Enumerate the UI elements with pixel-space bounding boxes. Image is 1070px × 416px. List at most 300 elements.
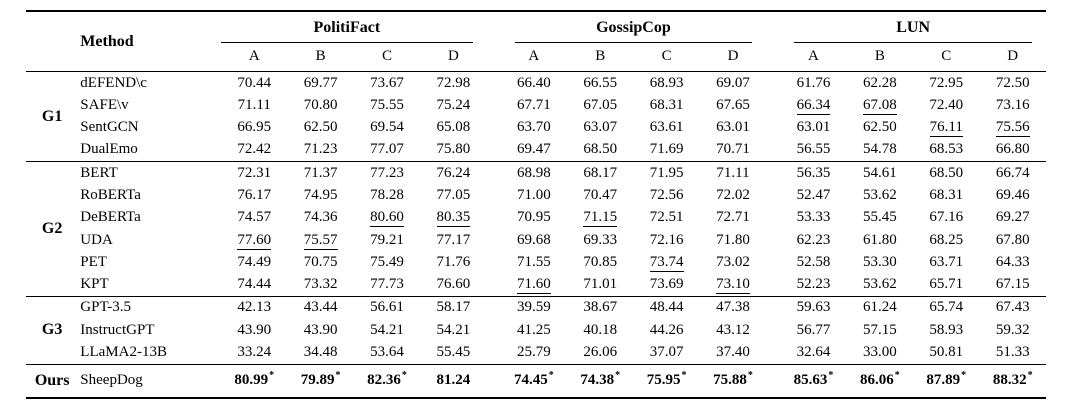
score-value: 74.44 xyxy=(237,276,272,293)
score-cell xyxy=(354,341,420,364)
col-header: B xyxy=(595,48,606,64)
score-cell xyxy=(766,207,846,229)
method-name: DeBERTa xyxy=(80,209,141,226)
score-cell xyxy=(700,251,766,273)
score-value: 72.51 xyxy=(649,209,684,226)
score-cell xyxy=(847,117,913,139)
score-cell xyxy=(287,94,353,116)
score-cell xyxy=(567,364,633,398)
score-cell xyxy=(487,184,567,206)
score-cell xyxy=(354,184,420,206)
score-value: 77.73 xyxy=(370,276,404,293)
score-value: 68.53 xyxy=(929,141,964,158)
score-cell xyxy=(287,274,353,297)
score-value: 68.50 xyxy=(929,164,964,181)
score-cell xyxy=(913,341,979,364)
score-value-second-best: 80.60 xyxy=(370,209,404,226)
score-value: 51.33 xyxy=(995,343,1030,360)
score-cell xyxy=(766,341,846,364)
table-row xyxy=(26,184,1046,206)
score-value: 57.15 xyxy=(862,321,897,338)
score-cell xyxy=(420,319,486,341)
table-row xyxy=(26,274,1046,297)
score-value: 40.18 xyxy=(583,321,618,338)
score-cell xyxy=(354,117,420,139)
score-value: 55.45 xyxy=(436,343,471,360)
score-cell xyxy=(207,296,287,319)
score-cell xyxy=(567,72,633,95)
score-cell xyxy=(567,341,633,364)
score-value: 59.63 xyxy=(796,299,831,316)
col-header: A xyxy=(248,48,260,64)
score-value: 74.36 xyxy=(303,209,338,226)
score-value: 80.99 xyxy=(234,372,269,389)
score-cell xyxy=(979,139,1046,162)
score-cell xyxy=(913,72,979,95)
score-value: 77.07 xyxy=(370,141,404,158)
score-value: 67.80 xyxy=(995,231,1030,248)
score-cell xyxy=(420,72,486,95)
score-value: 70.80 xyxy=(303,96,338,113)
score-value: 43.90 xyxy=(237,321,272,338)
score-cell xyxy=(979,184,1046,206)
score-value: 52.47 xyxy=(796,187,831,203)
group-label: G2 xyxy=(41,219,63,237)
score-value: 53.62 xyxy=(862,276,897,293)
score-cell xyxy=(766,296,846,319)
col-header: D xyxy=(727,48,739,64)
score-value: 68.93 xyxy=(649,74,684,91)
score-cell xyxy=(207,319,287,341)
score-cell xyxy=(700,207,766,229)
score-value: 76.60 xyxy=(436,276,471,293)
score-value: 56.35 xyxy=(796,164,831,181)
score-value: 79.89 xyxy=(300,372,335,389)
score-value: 37.07 xyxy=(649,343,684,360)
score-value: 70.71 xyxy=(716,141,750,158)
score-cell xyxy=(354,251,420,273)
table-row xyxy=(26,117,1046,139)
score-cell xyxy=(847,207,913,229)
score-cell xyxy=(354,162,420,185)
score-value: 43.90 xyxy=(303,321,338,338)
score-value: 71.80 xyxy=(716,231,750,248)
score-cell xyxy=(913,117,979,139)
significance-star: * xyxy=(681,370,687,382)
score-cell xyxy=(913,364,979,398)
score-value: 74.49 xyxy=(237,253,272,270)
score-value-second-best: 76.11 xyxy=(929,119,963,136)
score-value: 66.80 xyxy=(995,141,1030,158)
score-value: 61.76 xyxy=(796,74,831,91)
method-name: SAFE\v xyxy=(80,96,129,113)
score-value: 77.23 xyxy=(370,164,404,181)
score-cell xyxy=(766,229,846,251)
significance-star: * xyxy=(828,370,834,382)
score-cell xyxy=(847,229,913,251)
dataset-header-lun xyxy=(766,11,1046,43)
score-value: 66.95 xyxy=(237,119,272,136)
score-cell xyxy=(633,162,699,185)
table-header xyxy=(26,11,1046,72)
score-cell xyxy=(913,207,979,229)
score-cell xyxy=(979,251,1046,273)
score-cell xyxy=(487,94,567,116)
score-value: 53.62 xyxy=(862,187,897,203)
score-cell xyxy=(487,319,567,341)
score-cell xyxy=(287,229,353,251)
score-cell xyxy=(487,207,567,229)
col-header: A xyxy=(528,48,540,64)
table-row xyxy=(26,139,1046,162)
score-value: 63.07 xyxy=(583,119,618,136)
dataset-header-gossipcop xyxy=(487,11,767,43)
score-value: 71.95 xyxy=(649,164,684,181)
score-cell xyxy=(287,319,353,341)
score-cell xyxy=(287,364,353,398)
significance-star: * xyxy=(401,370,407,382)
score-value: 69.47 xyxy=(516,141,551,158)
score-value: 63.70 xyxy=(516,119,551,136)
score-cell xyxy=(847,274,913,297)
score-cell xyxy=(700,162,766,185)
score-cell xyxy=(700,94,766,116)
score-cell xyxy=(766,117,846,139)
score-value-second-best: 66.34 xyxy=(796,96,831,113)
score-value: 69.46 xyxy=(995,187,1030,203)
score-cell xyxy=(287,139,353,162)
method-name: KPT xyxy=(80,276,109,293)
score-value: 53.64 xyxy=(370,343,404,360)
col-header: B xyxy=(874,48,885,64)
score-value-second-best: 71.15 xyxy=(583,209,618,226)
score-value: 74.38 xyxy=(580,372,615,389)
method-name: InstructGPT xyxy=(80,321,155,338)
score-value: 72.50 xyxy=(995,74,1030,91)
score-value: 38.67 xyxy=(583,299,618,316)
group-label: Ours xyxy=(34,371,70,389)
score-cell xyxy=(633,274,699,297)
score-value: 74.45 xyxy=(513,372,548,389)
score-value: 58.17 xyxy=(436,299,471,316)
score-value: 26.06 xyxy=(583,343,618,360)
score-value: 53.30 xyxy=(862,253,897,270)
score-cell xyxy=(207,274,287,297)
score-cell xyxy=(633,341,699,364)
score-value: 73.32 xyxy=(303,276,338,293)
score-value: 65.08 xyxy=(436,119,471,136)
score-value: 77.17 xyxy=(436,231,471,248)
score-value: 41.25 xyxy=(516,321,551,338)
score-cell xyxy=(700,184,766,206)
dataset-name: GossipCop xyxy=(515,19,753,43)
score-value: 44.26 xyxy=(649,321,684,338)
score-value-second-best: 75.56 xyxy=(995,119,1030,136)
score-cell xyxy=(420,184,486,206)
score-cell xyxy=(207,72,287,95)
score-cell xyxy=(567,296,633,319)
score-value: 63.71 xyxy=(929,253,964,270)
score-cell xyxy=(847,94,913,116)
table-row xyxy=(26,364,1046,398)
score-cell xyxy=(847,72,913,95)
method-group-g1 xyxy=(26,72,1046,162)
score-value: 68.98 xyxy=(516,164,551,181)
score-value: 71.55 xyxy=(516,253,551,270)
score-cell xyxy=(979,364,1046,398)
score-cell xyxy=(633,184,699,206)
score-value: 68.31 xyxy=(929,187,964,203)
score-value: 69.77 xyxy=(303,74,338,91)
score-cell xyxy=(420,139,486,162)
score-value: 77.05 xyxy=(436,187,471,203)
score-cell xyxy=(287,207,353,229)
score-cell xyxy=(354,274,420,297)
score-value: 72.71 xyxy=(716,209,750,226)
method-name: dEFEND\c xyxy=(80,74,147,91)
score-cell xyxy=(700,117,766,139)
score-value: 54.78 xyxy=(862,141,897,158)
score-cell xyxy=(913,184,979,206)
table-row xyxy=(26,341,1046,364)
dataset-header-politifact xyxy=(207,11,487,43)
table-row xyxy=(26,72,1046,95)
score-value: 59.32 xyxy=(995,321,1030,338)
group-label: G3 xyxy=(41,321,63,339)
score-cell xyxy=(207,251,287,273)
score-value: 70.44 xyxy=(237,74,272,91)
score-cell xyxy=(567,229,633,251)
score-cell xyxy=(913,94,979,116)
col-header: C xyxy=(941,48,952,64)
score-value: 43.12 xyxy=(716,321,750,338)
score-cell xyxy=(847,162,913,185)
score-value: 64.33 xyxy=(995,253,1030,270)
score-value: 71.01 xyxy=(583,276,618,293)
score-cell xyxy=(913,296,979,319)
score-cell xyxy=(979,72,1046,95)
score-value: 69.54 xyxy=(370,119,404,136)
score-value: 67.16 xyxy=(929,209,964,226)
score-cell xyxy=(979,341,1046,364)
score-value: 73.02 xyxy=(716,253,750,270)
score-value: 62.50 xyxy=(862,119,897,136)
significance-star: * xyxy=(961,370,967,382)
score-value: 62.23 xyxy=(796,231,831,248)
score-cell xyxy=(979,117,1046,139)
score-value: 63.01 xyxy=(796,119,831,136)
method-group-ours xyxy=(26,364,1046,398)
table-row xyxy=(26,229,1046,251)
score-cell xyxy=(979,296,1046,319)
score-cell xyxy=(287,341,353,364)
score-value: 32.64 xyxy=(796,343,831,360)
col-header: D xyxy=(448,48,459,64)
score-cell xyxy=(766,251,846,273)
score-cell xyxy=(567,319,633,341)
score-value: 34.48 xyxy=(303,343,338,360)
score-cell xyxy=(487,117,567,139)
score-value: 73.16 xyxy=(995,96,1030,113)
score-value: 67.71 xyxy=(516,96,551,113)
score-value: 70.47 xyxy=(583,187,618,203)
significance-star: * xyxy=(747,370,753,382)
score-cell xyxy=(487,72,567,95)
score-value: 63.61 xyxy=(649,119,684,136)
score-value: 66.74 xyxy=(995,164,1030,181)
score-cell xyxy=(207,364,287,398)
score-value: 71.76 xyxy=(436,253,471,270)
score-value: 53.33 xyxy=(796,209,831,226)
score-cell xyxy=(420,207,486,229)
score-value: 75.24 xyxy=(436,96,471,113)
score-cell xyxy=(847,251,913,273)
score-cell xyxy=(766,162,846,185)
score-cell xyxy=(354,207,420,229)
score-value: 69.07 xyxy=(716,74,750,91)
score-value: 69.33 xyxy=(583,231,618,248)
score-cell xyxy=(287,72,353,95)
score-cell xyxy=(766,94,846,116)
score-value: 71.69 xyxy=(649,141,684,158)
score-value: 86.06 xyxy=(859,372,894,389)
score-cell xyxy=(207,184,287,206)
score-value: 81.24 xyxy=(436,372,471,389)
col-header: A xyxy=(808,48,819,64)
score-value: 67.15 xyxy=(995,276,1030,293)
score-cell xyxy=(700,274,766,297)
score-cell xyxy=(979,162,1046,185)
score-value: 63.01 xyxy=(716,119,750,136)
score-cell xyxy=(207,341,287,364)
score-cell xyxy=(287,296,353,319)
score-value: 65.71 xyxy=(929,276,964,293)
significance-star: * xyxy=(335,370,341,382)
score-value: 65.74 xyxy=(929,299,964,316)
score-cell xyxy=(913,139,979,162)
score-cell xyxy=(766,364,846,398)
score-cell xyxy=(700,341,766,364)
score-value: 74.57 xyxy=(237,209,272,226)
score-value: 54.21 xyxy=(370,321,404,338)
score-cell xyxy=(913,274,979,297)
significance-star: * xyxy=(894,370,900,382)
score-value: 87.89 xyxy=(926,372,961,389)
score-value: 62.28 xyxy=(862,74,897,91)
score-cell xyxy=(420,364,486,398)
score-cell xyxy=(633,251,699,273)
score-cell xyxy=(207,229,287,251)
method-group-g2 xyxy=(26,162,1046,297)
score-value: 72.40 xyxy=(929,96,964,113)
score-value: 69.27 xyxy=(995,209,1030,226)
score-value: 88.32 xyxy=(992,372,1027,389)
score-cell xyxy=(567,184,633,206)
score-cell xyxy=(487,229,567,251)
score-value: 72.56 xyxy=(649,187,684,203)
score-value-second-best: 73.74 xyxy=(649,253,684,270)
score-value: 42.13 xyxy=(237,299,272,316)
score-cell xyxy=(567,207,633,229)
score-value: 85.63 xyxy=(793,372,828,389)
score-cell xyxy=(847,364,913,398)
table-row xyxy=(26,251,1046,273)
table-row xyxy=(26,319,1046,341)
score-cell xyxy=(766,274,846,297)
score-cell xyxy=(487,341,567,364)
score-cell xyxy=(913,319,979,341)
method-name: SheepDog xyxy=(80,372,143,389)
score-cell xyxy=(567,117,633,139)
results-table xyxy=(26,10,1046,399)
score-value: 56.55 xyxy=(796,141,831,158)
score-cell xyxy=(700,139,766,162)
score-value: 43.44 xyxy=(303,299,338,316)
method-column-header: Method xyxy=(80,32,134,50)
score-value: 70.75 xyxy=(303,253,338,270)
score-cell xyxy=(354,296,420,319)
method-name: PET xyxy=(80,253,107,270)
method-name: DualEmo xyxy=(80,141,138,158)
score-value: 74.95 xyxy=(303,187,338,203)
score-value: 75.55 xyxy=(370,96,404,113)
score-cell xyxy=(979,94,1046,116)
score-cell xyxy=(847,184,913,206)
method-name: SentGCN xyxy=(80,119,139,136)
score-cell xyxy=(487,364,567,398)
score-value: 75.88 xyxy=(713,372,747,389)
score-cell xyxy=(847,139,913,162)
score-value-second-best: 77.60 xyxy=(237,231,272,248)
score-value-second-best: 71.60 xyxy=(516,276,551,293)
score-cell xyxy=(354,72,420,95)
score-value: 67.43 xyxy=(995,299,1030,316)
score-cell xyxy=(567,274,633,297)
score-value: 68.17 xyxy=(583,164,618,181)
score-cell xyxy=(287,162,353,185)
score-value: 61.80 xyxy=(862,231,897,248)
score-cell xyxy=(633,139,699,162)
score-cell xyxy=(207,94,287,116)
group-column-header xyxy=(26,11,78,72)
score-cell xyxy=(847,319,913,341)
score-value: 71.11 xyxy=(716,164,750,181)
score-cell xyxy=(420,296,486,319)
score-value: 71.23 xyxy=(303,141,338,158)
score-cell xyxy=(766,72,846,95)
table-row xyxy=(26,94,1046,116)
score-value: 76.17 xyxy=(237,187,272,203)
significance-star: * xyxy=(615,370,621,382)
score-cell xyxy=(207,139,287,162)
method-name: UDA xyxy=(80,231,113,248)
score-cell xyxy=(487,251,567,273)
score-value: 68.50 xyxy=(583,141,618,158)
score-value: 37.40 xyxy=(716,343,750,360)
score-cell xyxy=(633,364,699,398)
score-cell xyxy=(633,94,699,116)
score-cell xyxy=(700,72,766,95)
score-cell xyxy=(287,117,353,139)
method-name: LLaMA2-13B xyxy=(80,343,167,360)
score-cell xyxy=(633,229,699,251)
score-value: 75.49 xyxy=(370,253,404,270)
score-value: 71.11 xyxy=(237,96,271,113)
score-cell xyxy=(287,251,353,273)
score-cell xyxy=(766,184,846,206)
score-cell xyxy=(420,162,486,185)
score-cell xyxy=(633,207,699,229)
